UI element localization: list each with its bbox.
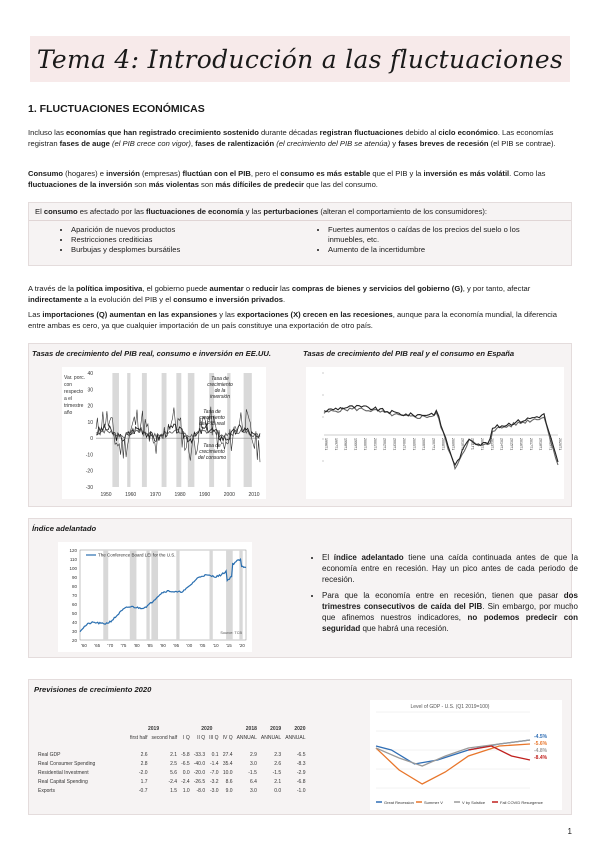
- table-cell: -2.9: [296, 769, 306, 776]
- annotation-text: Tasa de: [203, 443, 221, 449]
- y-tick-label: 0: [90, 436, 93, 443]
- col-header: second half: [151, 734, 178, 741]
- table-cell: 6.4: [249, 778, 257, 785]
- x-tick-label: 2008T1: [441, 438, 445, 451]
- paragraph-ciclo: Incluso las economías que han registrado crecimiento sostenido durante décadas registran fluctuaciones debido al ciclo económico. Las economías registran fases de auge (el PIB crece con vigor), fases de ralentización (el crecimiento del PIB se atenúa) y fases breves de recesión (el PIB se contrae).: [28, 128, 556, 148]
- legend-text: The Conference Board LEI for the U.S.: [98, 552, 176, 558]
- paragraph-consumo-inversion: Consumo (hogares) e inversión (empresas) fluctúan con el PIB, pero el consumo es más estable que el PIB y la inversión es más volátil. Como las fluctuaciones de la inversión son más violentas son más difíciles de predecir que las del consumo.: [28, 169, 546, 189]
- x-tick-label: 2002T1: [382, 438, 387, 451]
- recession-bar: [209, 550, 212, 640]
- chart1-svg: [62, 367, 266, 499]
- y-axis-label: trimestre: [64, 403, 84, 409]
- row-label: Real Consumer Spending: [38, 760, 96, 767]
- table-cell: -6.5: [181, 760, 190, 767]
- recession-bar: [146, 550, 149, 640]
- table-cell: 27.4: [222, 751, 233, 758]
- table-cell: -7.0: [209, 769, 219, 776]
- page-number: 1: [567, 827, 572, 836]
- x-tick-label: 2009T1: [450, 438, 455, 451]
- table-cell: 2.8: [140, 760, 148, 767]
- table-cell: 1.7: [140, 778, 148, 785]
- col-header: first half: [130, 734, 148, 741]
- table-row: [36, 733, 307, 742]
- y-axis-label: a el: [64, 396, 73, 402]
- y-tick-label: 20: [71, 638, 77, 643]
- y-axis-label: con: [64, 382, 73, 388]
- x-tick-label: 2015T1: [509, 438, 514, 451]
- recession-bar: [103, 550, 108, 640]
- annotation-text: Tasa de: [211, 376, 229, 382]
- row-label: Real GDP: [38, 751, 61, 758]
- x-tick-label: 2010T1: [460, 438, 465, 451]
- scenario-value-label: -4.8%: [534, 748, 548, 754]
- recession-bar: [127, 373, 130, 487]
- y-tick-label: 120: [69, 548, 77, 553]
- x-tick-label: 1960: [125, 492, 137, 498]
- paragraph-gobierno: A través de la política impositiva, el gobierno puede aumentar o reducir las compras de bienes y servicios del gobierno (G), y por tanto, afectar indirectamente a la evolución del PIB y el consumo e inversión privados.: [28, 284, 531, 304]
- table-row: [36, 768, 307, 777]
- table-cell: -3.2: [209, 778, 219, 785]
- x-tick-label: 2010: [248, 492, 260, 498]
- table-row: [36, 724, 307, 733]
- x-tick-label: '85: [146, 643, 153, 648]
- table-cell: -3.0: [209, 787, 219, 794]
- y-tick-label: 30: [87, 387, 93, 394]
- recession-bar: [151, 550, 158, 640]
- chart-title: Level of GDP - U.S. (Q1 2019=100): [410, 704, 490, 710]
- x-tick-label: 1980: [174, 492, 186, 498]
- table-cell: -8.3: [296, 760, 306, 767]
- recession-bar: [188, 373, 195, 487]
- x-tick-label: 1996T1: [324, 438, 328, 451]
- year-annual-2019: 2019: [270, 725, 282, 732]
- forecast-table: [36, 724, 307, 795]
- x-tick-label: '75: [120, 643, 127, 648]
- list-item: • Aumento de la incertidumbre: [328, 245, 557, 255]
- year-2019: 2019: [147, 725, 160, 732]
- table-cell: -6.5: [296, 751, 306, 758]
- scenario-value-label: -4.5%: [534, 734, 548, 740]
- source-note: Source: TCB: [220, 631, 242, 635]
- y-tick-label: 80: [71, 584, 77, 589]
- year-annual-2020: 2020: [294, 725, 306, 732]
- list-item: • El índice adelantado tiene una caída continuada antes de que la economía entre en recesión. Hay un pico antes de cada periodo de recesión.: [322, 552, 578, 585]
- x-tick-label: 2000T1: [363, 438, 367, 451]
- x-tick-label: '05: [199, 643, 206, 648]
- y-tick-label: 20: [87, 403, 93, 410]
- chart2-title: Tasas de crecimiento del PIB real y el consumo en España: [303, 349, 515, 358]
- y-tick-label: -10: [85, 452, 93, 459]
- x-tick-label: 2006T1: [421, 438, 426, 451]
- x-tick-label: 1950: [100, 492, 112, 498]
- table-cell: -1.5: [272, 769, 282, 776]
- leading-chart-svg: [58, 542, 252, 652]
- col-header: ANNUAL: [285, 734, 306, 741]
- x-tick-label: 2000: [223, 492, 235, 498]
- table-row: [36, 777, 307, 786]
- table-cell: 1.5: [170, 787, 178, 794]
- leading-chart-area: [58, 542, 252, 652]
- col-header: ANNUAL: [260, 734, 282, 741]
- table-cell: -8.0: [196, 787, 206, 794]
- forecast-chart-area: [370, 700, 562, 810]
- col-header: ANNUAL: [236, 734, 257, 741]
- table-cell: 8.6: [225, 778, 233, 785]
- col-header: II Q: [197, 734, 206, 741]
- table-cell: 0.0: [274, 787, 282, 794]
- y-tick-label: 90: [71, 575, 77, 580]
- legend-text: V by Solstice: [462, 800, 486, 805]
- title-banner: [30, 36, 570, 82]
- table-cell: 1.0: [182, 787, 190, 794]
- x-tick-label: 2020T1: [558, 438, 562, 451]
- table-cell: 3.0: [249, 787, 257, 794]
- x-tick-label: '00: [186, 643, 193, 648]
- legend-text: Summer V: [424, 800, 443, 805]
- x-tick-label: '20: [239, 643, 245, 648]
- y-tick-label: -30: [85, 485, 93, 491]
- table-cell: -1.0: [296, 787, 306, 794]
- y-tick-label: 50: [71, 611, 77, 616]
- table-cell: 35.4: [222, 760, 233, 767]
- table-cell: 0.1: [211, 751, 219, 758]
- table-cell: -20.0: [193, 769, 206, 776]
- list-item: • Burbujas y desplomes bursátiles: [71, 245, 300, 255]
- y-tick-label: 60: [71, 602, 77, 607]
- factors-right-list: [300, 225, 557, 255]
- x-tick-label: 2018T1: [538, 438, 543, 451]
- y-tick-label: 40: [87, 371, 93, 377]
- x-tick-label: 2011T1: [470, 438, 475, 450]
- table-row: [36, 786, 307, 795]
- x-tick-label: 2016T1: [519, 438, 523, 451]
- table-cell: -5.8: [181, 751, 190, 758]
- x-tick-label: 1990: [199, 492, 211, 498]
- table-cell: -1.4: [209, 760, 219, 767]
- y-tick-label: 110: [69, 557, 77, 562]
- leading-title: Índice adelantado: [32, 524, 97, 533]
- table-cell: -33.3: [193, 751, 206, 758]
- table-cell: -0.7: [138, 787, 148, 794]
- factors-left-list: [43, 225, 300, 255]
- x-tick-label: 1997T1: [333, 438, 338, 451]
- table-cell: 2.3: [274, 751, 282, 758]
- forecast-title: Previsiones de crecimiento 2020: [34, 685, 152, 694]
- table-cell: 2.1: [274, 778, 282, 785]
- x-tick-label: 2012T1: [480, 438, 484, 451]
- x-tick-label: '70: [107, 643, 114, 648]
- page-title: Tema 4: Introducción a las fluctuaciones: [36, 44, 564, 74]
- table-cell: -2.0: [138, 769, 148, 776]
- annotation-text: crecimiento: [199, 415, 225, 421]
- x-tick-label: 1998T1: [343, 438, 348, 451]
- chart2-svg: [306, 367, 564, 499]
- chart1-area: [62, 367, 266, 499]
- table-row: [36, 750, 307, 759]
- chart2-area: [306, 367, 564, 499]
- col-header: III Q: [209, 734, 219, 741]
- table-cell: -2.4: [181, 778, 190, 785]
- x-tick-label: '10: [212, 643, 219, 648]
- y-axis-label: Var. porc.: [64, 375, 86, 381]
- table-cell: 2.5: [170, 760, 178, 767]
- annotation-text: del consumo: [197, 455, 227, 461]
- x-tick-label: 2003T1: [392, 438, 397, 451]
- y-axis-label: año: [64, 410, 73, 416]
- x-tick-label: '95: [173, 643, 180, 648]
- y-tick-label: 30: [71, 629, 77, 634]
- table-cell: 10.0: [222, 769, 233, 776]
- consumo-factors-box: [28, 202, 572, 266]
- consumo-box-heading: El consumo es afectado por las fluctuaciones de economía y las perturbaciones (alteran el comportamiento de los consumidores):: [29, 203, 571, 221]
- table-cell: 2.6: [140, 751, 148, 758]
- x-tick-label: 2004T1: [402, 438, 406, 451]
- annotation-text: crecimiento: [207, 382, 233, 388]
- table-cell: -26.5: [193, 778, 206, 785]
- legend-text: Great Recession: [384, 800, 414, 805]
- scenario-value-label: -5.6%: [534, 741, 548, 747]
- list-item: • Aparición de nuevos productos: [71, 225, 300, 235]
- recession-bar: [226, 550, 233, 640]
- col-header: IV Q: [222, 734, 233, 741]
- x-tick-label: 2017T1: [528, 438, 533, 451]
- recession-bar: [176, 550, 179, 640]
- x-tick-label: 2001T1: [372, 438, 377, 451]
- row-label: Residential Investment: [38, 769, 89, 776]
- legend-text: Fall COVID Resurgence: [500, 800, 543, 805]
- y-tick-label: -20: [85, 468, 93, 475]
- x-tick-label: 2007T1: [431, 438, 436, 451]
- list-item: • Fuertes aumentos o caídas de los precios del suelo o los inmuebles, etc.: [328, 225, 557, 245]
- x-tick-label: '65: [94, 643, 101, 648]
- table-cell: 2.6: [274, 760, 282, 767]
- table-cell: 0.0: [182, 769, 190, 776]
- list-item: • Para que la economía entre en recesión, tienen que pasar dos trimestres consecutivos de caída del PIB. Sin embargo, por mucho que afinemos nuestros indicadores, no podemos predecir con seguridad que habrá una recesión.: [322, 590, 578, 634]
- x-tick-label: 1999T1: [353, 438, 358, 451]
- table-cell: 2.1: [170, 751, 178, 758]
- table-cell: 9.0: [225, 787, 233, 794]
- x-tick-label: '80: [133, 643, 140, 648]
- recession-bar: [130, 550, 137, 640]
- table-cell: -40.0: [193, 760, 206, 767]
- y-tick-label: 10: [87, 419, 93, 426]
- y-axis-label: respecto: [64, 389, 84, 395]
- x-tick-label: 2014T1: [499, 438, 504, 451]
- row-label: Real Capital Spending: [38, 778, 88, 785]
- row-label: Exports: [38, 787, 55, 794]
- table-cell: -6.8: [296, 778, 306, 785]
- y-tick-label: 70: [71, 593, 77, 598]
- y-tick-label: 40: [71, 620, 77, 625]
- table-row: [36, 759, 307, 768]
- x-tick-label: '90: [160, 643, 166, 648]
- year-annual-2018: 2018: [245, 725, 257, 732]
- col-header: I Q: [183, 734, 190, 741]
- x-tick-label: 1970: [149, 492, 161, 498]
- paragraph-comercio: Las importaciones (Q) aumentan en las expansiones y las exportaciones (X) crecen en las recesiones, aunque para la economía mundial, la diferencia entre ambas es cero, ya que cualquier importación de un país constituye una exportación de otro país.: [28, 310, 557, 330]
- x-tick-label: 2019T1: [548, 438, 553, 451]
- x-tick-label: 2005T1: [411, 438, 416, 451]
- x-tick-label: 2013T1: [489, 438, 494, 451]
- annotation-text: inversión: [209, 394, 231, 400]
- list-item: • Restricciones crediticias: [71, 235, 300, 245]
- year-2020: 2020: [201, 725, 213, 732]
- chart1-title: Tasas de crecimiento del PIB real, consumo e inversión en EE.UU.: [32, 349, 272, 358]
- y-tick-label: 100: [69, 566, 77, 571]
- table-cell: 2.9: [249, 751, 257, 758]
- forecast-chart-svg: [370, 700, 562, 810]
- table-cell: -2.4: [168, 778, 178, 785]
- table-cell: 5.6: [170, 769, 178, 776]
- annotation-text: de la: [214, 388, 226, 394]
- scenario-value-label: -8.4%: [534, 755, 548, 761]
- x-tick-label: '15: [225, 643, 232, 648]
- annotation-text: crecimiento: [199, 449, 225, 455]
- annotation-text: del PIB real: [199, 421, 225, 427]
- x-tick-label: '60: [81, 643, 87, 648]
- leading-bullets: [308, 552, 578, 639]
- section-heading: 1. FLUCTUACIONES ECONÓMICAS: [28, 103, 205, 115]
- table-cell: -1.5: [248, 769, 257, 776]
- annotation-text: Tasa de: [203, 409, 221, 415]
- table-cell: 3.0: [249, 760, 257, 767]
